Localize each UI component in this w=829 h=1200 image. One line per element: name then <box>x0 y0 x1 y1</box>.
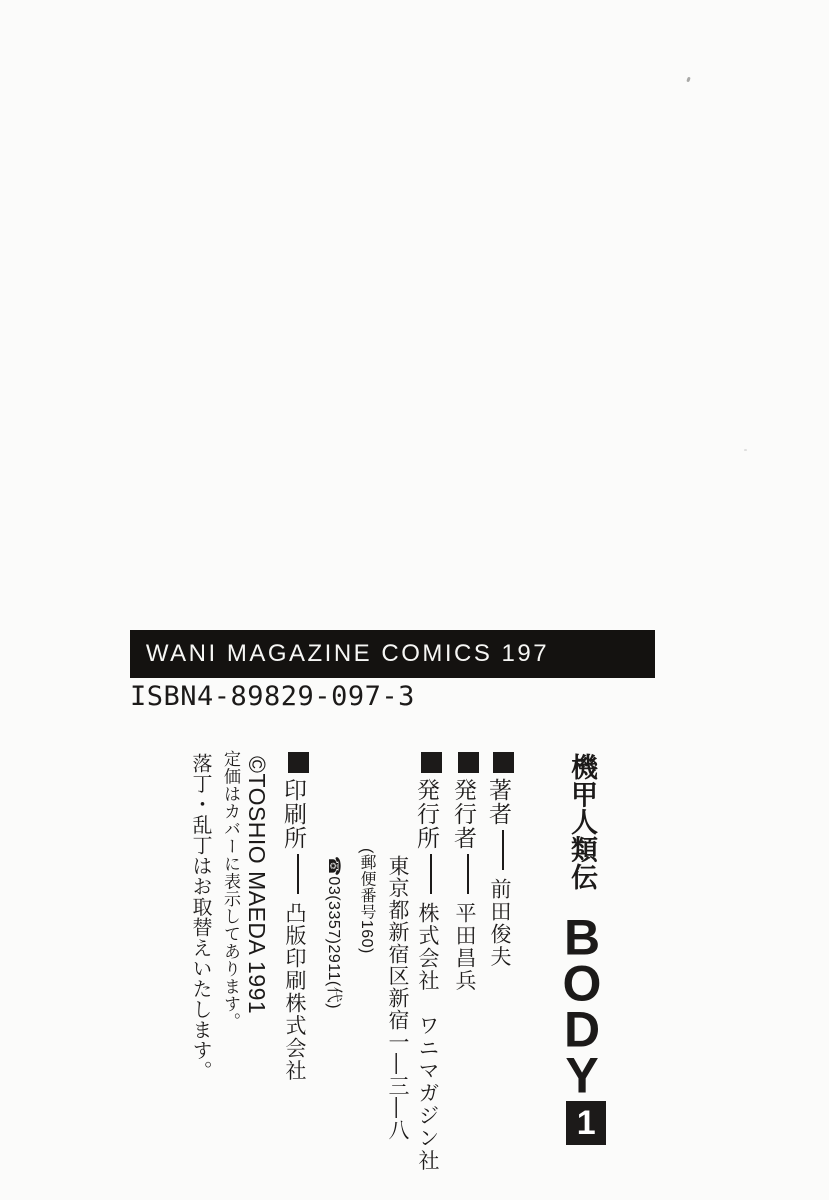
price-note: 定価はカバーに表示してあります。 <box>221 750 240 1030</box>
title-spacer-2 <box>582 1094 583 1101</box>
colophon-publisher-column <box>415 752 442 1172</box>
title-series-kanji: 機甲人類伝 <box>567 753 597 891</box>
leader-line <box>430 854 433 894</box>
bullet-square-icon <box>458 752 479 773</box>
publisher-label: 発行所 <box>414 778 440 850</box>
issuer-value: 平田昌兵 <box>453 902 476 992</box>
printer-label: 印刷所 <box>281 778 307 850</box>
publisher-value: 株式会社 ワニマガジン社 <box>416 902 439 1172</box>
printer-value: 凸版印刷株式会社 <box>283 902 306 1082</box>
issuer-label: 発行者 <box>451 778 477 850</box>
bullet-square-icon <box>288 752 309 773</box>
publisher-postal-code: (郵便番号160) <box>358 848 375 954</box>
return-note: 落丁・乱丁はお取替えいたします。 <box>189 753 211 1081</box>
bullet-square-icon <box>493 752 514 773</box>
author-label: 著者 <box>486 778 512 826</box>
isbn-text: ISBN4-89829-097-3 <box>130 681 415 712</box>
title-spacer <box>582 891 583 910</box>
colophon-issuer-column <box>452 752 479 992</box>
leader-line <box>297 854 300 894</box>
series-banner-text: WANI MAGAZINE COMICS 197 <box>145 640 550 667</box>
scan-speck <box>686 77 691 83</box>
title-latin: BODY <box>554 909 610 1094</box>
copyright-notice: ©TOSHIO MAEDA 1991 <box>244 756 270 1015</box>
series-banner <box>130 630 655 678</box>
author-value: 前田俊夫 <box>488 878 511 968</box>
book-title-column <box>554 753 610 1145</box>
leader-line <box>467 854 470 894</box>
publisher-address: 東京都新宿区新宿一―三―八 <box>386 855 409 1141</box>
publisher-phone: ☎03(3357)2911(代) <box>325 856 342 1010</box>
leader-line <box>502 830 505 870</box>
volume-badge: 1 <box>566 1101 606 1145</box>
scan-speck <box>744 449 747 451</box>
bullet-square-icon <box>421 752 442 773</box>
colophon-printer-column <box>282 752 309 1082</box>
colophon-author-column <box>487 752 514 968</box>
